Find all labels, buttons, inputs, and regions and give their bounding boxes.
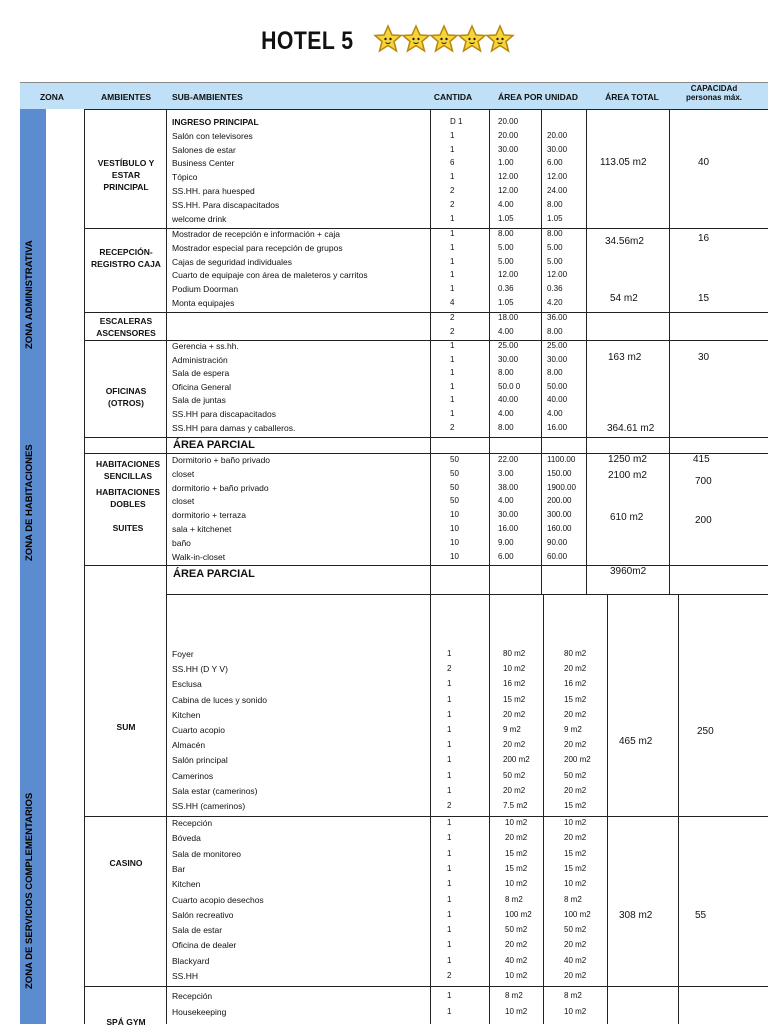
area-subtotal-value: 36.00 bbox=[547, 313, 568, 322]
star-icon bbox=[457, 24, 487, 54]
area-subtotal-value: 5.00 bbox=[547, 242, 563, 252]
area-total-value: 34.56m2 bbox=[605, 236, 644, 247]
ambiente-oficinas: OFICINAS (OTROS) bbox=[105, 386, 147, 408]
area-subtotal-value: 40 m2 bbox=[564, 955, 587, 965]
area-unidad-value: 8.00 bbox=[498, 229, 514, 238]
cantidad-value: 1 bbox=[447, 848, 452, 858]
area-unidad-value: 20.00 bbox=[498, 130, 519, 140]
col-line bbox=[430, 109, 431, 1024]
area-subtotal-value: 60.00 bbox=[547, 551, 568, 561]
area-unidad-value: 16 m2 bbox=[503, 679, 526, 689]
area-subtotal-value: 1.05 bbox=[547, 213, 563, 223]
sub-ambiente-item: Business Center bbox=[172, 158, 235, 169]
cantidad-value: 1 bbox=[447, 725, 452, 734]
cantidad-value: 1 bbox=[450, 229, 455, 238]
area-subtotal-value: 300.00 bbox=[547, 510, 572, 520]
area-unidad-value: 4.00 bbox=[498, 496, 514, 506]
area-unidad-value: 50 m2 bbox=[505, 925, 528, 935]
cantidad-value: 1 bbox=[447, 879, 452, 889]
sub-ambiente-item: dormitorio + terraza bbox=[172, 510, 246, 521]
area-subtotal-value: 20 m2 bbox=[564, 940, 587, 950]
area-unidad-value: 5.00 bbox=[498, 256, 514, 266]
cantidad-value: 50 bbox=[450, 482, 459, 492]
area-unidad-value: 30.00 bbox=[498, 144, 519, 154]
row-line bbox=[84, 816, 768, 817]
area-unidad-value: 4.00 bbox=[498, 326, 514, 336]
cantidad-value: 1 bbox=[447, 909, 452, 919]
sub-ambiente-item: Sala estar (camerinos) bbox=[172, 785, 258, 796]
col-line bbox=[84, 109, 85, 1024]
sub-ambiente-item: Blackyard bbox=[172, 955, 210, 966]
area-unidad-value: 10 m2 bbox=[505, 818, 528, 827]
col-line bbox=[678, 594, 679, 1024]
star-rating bbox=[375, 24, 515, 59]
area-unidad-value: 12.00 bbox=[498, 270, 519, 280]
area-subtotal-value: 1100.00 bbox=[547, 455, 576, 464]
header-capacidad: CAPACIDAd personas máx. bbox=[685, 84, 743, 102]
cantidad-value: 50 bbox=[450, 468, 459, 478]
area-subtotal-value: 12.00 bbox=[547, 270, 568, 280]
header-area-unidad: ÁREA POR UNIDAD bbox=[498, 92, 578, 102]
cantidad-value: 1 bbox=[447, 818, 452, 827]
cantidad-value: 1 bbox=[450, 213, 455, 223]
area-unidad-value: 4.00 bbox=[498, 199, 514, 209]
sub-ambiente-item: SS.HH. Para discapacitados bbox=[172, 199, 280, 210]
sub-ambiente-item: Cajas de seguridad individuales bbox=[172, 256, 293, 267]
sub-ambiente-item: Recepción bbox=[172, 818, 213, 828]
sub-ambiente-item: Salones de estar bbox=[172, 144, 236, 155]
area-unidad-value: 20 m2 bbox=[503, 740, 526, 750]
sub-ambiente-item: Almacén bbox=[172, 740, 206, 751]
area-subtotal-value: 160.00 bbox=[547, 524, 572, 533]
sub-ambiente-item: SS.HH (D Y V) bbox=[172, 664, 228, 675]
sub-ambiente-item: Bar bbox=[172, 863, 186, 874]
area-unidad-value: 0.36 bbox=[498, 284, 514, 294]
area-subtotal-value: 15 m2 bbox=[564, 694, 587, 704]
sub-ambiente-item: Esclusa bbox=[172, 679, 202, 690]
sub-ambiente-item: Foyer bbox=[172, 649, 194, 659]
area-unidad-value: 5.00 bbox=[498, 242, 514, 252]
sub-ambiente-item: SS.HH bbox=[172, 971, 198, 981]
cantidad-value: 10 bbox=[450, 551, 459, 561]
capacidad-value: 15 bbox=[698, 293, 710, 304]
area-parcial-total: 364.61 m2 bbox=[607, 423, 655, 434]
area-subtotal-value: 8.00 bbox=[547, 368, 563, 378]
area-subtotal-value: 16 m2 bbox=[564, 679, 587, 689]
area-subtotal-value: 50.00 bbox=[547, 381, 568, 391]
cantidad-value: 6 bbox=[450, 158, 455, 168]
area-subtotal-value: 8.00 bbox=[547, 326, 563, 336]
cantidad-value: 1 bbox=[447, 679, 452, 689]
area-total-value: 113.05 m2 bbox=[600, 157, 647, 168]
area-unidad-value: 9.00 bbox=[498, 537, 514, 547]
sub-ambiente-item: Recepción bbox=[172, 991, 213, 1001]
area-subtotal-value: 20 m2 bbox=[564, 971, 587, 980]
col-line bbox=[669, 109, 670, 594]
area-subtotal-value: 5.00 bbox=[547, 256, 563, 266]
area-unidad-value: 20 m2 bbox=[503, 709, 526, 719]
cantidad-value: 2 bbox=[447, 971, 452, 980]
cantidad-value: 50 bbox=[450, 496, 459, 506]
cantidad-value: 2 bbox=[450, 186, 455, 195]
area-unidad-value: 8.00 bbox=[498, 368, 514, 378]
area-subtotal-value: 8 m2 bbox=[564, 991, 582, 1000]
ambiente-habitaciones-sencillas: HABITACIONES SENCILLAS bbox=[95, 459, 161, 481]
area-subtotal-value: 15 m2 bbox=[564, 863, 587, 873]
area-subtotal-value: 15 m2 bbox=[564, 801, 587, 810]
header-area-total: ÁREA TOTAL bbox=[605, 92, 659, 102]
capacidad-value: 16 bbox=[698, 233, 710, 244]
area-unidad-value: 1.00 bbox=[498, 158, 514, 168]
row-line bbox=[84, 565, 768, 566]
cantidad-value: 1 bbox=[450, 256, 455, 266]
area-total-value: 610 m2 bbox=[610, 512, 644, 523]
area-parcial-label: ÁREA PARCIAL bbox=[173, 568, 255, 580]
sub-ambiente-item: Tópico bbox=[172, 172, 198, 183]
cantidad-value: 2 bbox=[447, 664, 452, 674]
area-unidad-value: 50.0 0 bbox=[498, 381, 521, 391]
sub-ambiente-item: dormitorio + baño privado bbox=[172, 482, 269, 493]
ambiente-sum: SUM bbox=[116, 722, 136, 732]
area-total-value: 54 m2 bbox=[610, 293, 638, 304]
area-subtotal-value: 8.00 bbox=[547, 199, 563, 209]
cantidad-value: 2 bbox=[450, 422, 455, 432]
sub-ambiente-item: Kitchen bbox=[172, 879, 201, 890]
sub-ambiente-item: welcome drink bbox=[172, 213, 227, 224]
sub-ambiente-item: Podium Doorman bbox=[172, 284, 239, 295]
sub-ambiente-item: SS.HH (camerinos) bbox=[172, 801, 246, 811]
sub-ambiente-item: Administración bbox=[172, 354, 228, 365]
area-unidad-value: 10 m2 bbox=[503, 664, 526, 674]
area-parcial-label: ÁREA PARCIAL bbox=[173, 439, 255, 451]
area-unidad-value: 18.00 bbox=[498, 313, 519, 322]
area-subtotal-value: 24.00 bbox=[547, 186, 568, 195]
col-line bbox=[607, 594, 608, 1024]
area-unidad-value: 15 m2 bbox=[505, 848, 528, 858]
area-unidad-value: 15 m2 bbox=[505, 863, 528, 873]
sub-ambiente-item: Oficina de dealer bbox=[172, 940, 237, 951]
area-subtotal-value: 20 m2 bbox=[564, 740, 587, 750]
area-total-value: 308 m2 bbox=[619, 910, 653, 921]
area-unidad-value: 30.00 bbox=[498, 510, 519, 520]
cantidad-value: 2 bbox=[447, 801, 452, 810]
header-top-line bbox=[20, 82, 768, 83]
sub-ambiente-item: Sala de juntas bbox=[172, 395, 226, 406]
area-unidad-value: 30.00 bbox=[498, 354, 519, 364]
sub-ambiente-item: Sala de estar bbox=[172, 925, 223, 936]
area-subtotal-value: 50 m2 bbox=[564, 770, 587, 780]
sub-ambiente-item: Cabina de luces y sonido bbox=[172, 694, 267, 705]
area-subtotal-value: 200.00 bbox=[547, 496, 572, 506]
cantidad-value: 2 bbox=[450, 313, 455, 322]
area-unidad-value: 12.00 bbox=[498, 186, 519, 195]
row-line bbox=[84, 312, 768, 313]
hotel-title: HOTEL 5 bbox=[261, 27, 354, 55]
page-title bbox=[0, 24, 768, 59]
sub-ambiente-item: Gerencia + ss.hh. bbox=[172, 341, 239, 351]
cantidad-value: 1 bbox=[450, 409, 455, 418]
sub-ambiente-item: Cuarto de equipaje con área de maleteros y carritos bbox=[172, 270, 368, 281]
area-unidad-value: 50 m2 bbox=[503, 770, 526, 780]
star-icon bbox=[429, 24, 459, 54]
area-subtotal-value: 1900.00 bbox=[547, 482, 576, 492]
cantidad-value: 1 bbox=[447, 925, 452, 935]
area-unidad-value: 200 m2 bbox=[503, 755, 530, 765]
area-subtotal-value: 0.36 bbox=[547, 284, 563, 294]
ambiente-casino: CASINO bbox=[109, 858, 143, 868]
cantidad-value: 1 bbox=[447, 894, 452, 904]
capacidad-value: 415 bbox=[693, 454, 710, 465]
sub-ambiente-item: INGRESO PRINCIPAL bbox=[172, 117, 259, 127]
cantidad-value: 1 bbox=[447, 833, 452, 843]
zone-hab-label: ZONA DE HABITACIONES bbox=[24, 444, 35, 561]
sub-ambiente-item: Mostrador de recepción e información + caja bbox=[172, 229, 340, 239]
area-unidad-value: 9 m2 bbox=[503, 725, 521, 734]
sub-ambiente-item: SS.HH para damas y caballeros. bbox=[172, 422, 296, 433]
capacidad-value: 250 bbox=[697, 726, 714, 737]
area-subtotal-value: 90.00 bbox=[547, 537, 568, 547]
area-unidad-value: 38.00 bbox=[498, 482, 519, 492]
area-total-value: 2100 m2 bbox=[608, 470, 647, 481]
ambiente-habitaciones-dobles: HABITACIONES DOBLES bbox=[95, 487, 161, 509]
area-subtotal-value: 30.00 bbox=[547, 144, 568, 154]
sub-ambiente-item: Salón con televisores bbox=[172, 130, 253, 141]
area-unidad-value: 7.5 m2 bbox=[503, 801, 528, 810]
col-line bbox=[166, 109, 167, 1024]
sub-ambiente-item: Cuarto acopio desechos bbox=[172, 894, 264, 905]
sub-ambiente-item: Cuarto acopio bbox=[172, 725, 225, 735]
sub-ambiente-item: Oficina General bbox=[172, 381, 232, 392]
area-unidad-value: 12.00 bbox=[498, 172, 519, 182]
cantidad-value: 10 bbox=[450, 510, 459, 520]
cantidad-value: 1 bbox=[447, 755, 452, 765]
area-subtotal-value: 10 m2 bbox=[564, 1006, 587, 1016]
area-subtotal-value: 20 m2 bbox=[564, 664, 587, 674]
area-subtotal-value: 25.00 bbox=[547, 341, 568, 350]
cantidad-value: 1 bbox=[447, 709, 452, 719]
cantidad-value: 1 bbox=[447, 1006, 452, 1016]
area-unidad-value: 1.05 bbox=[498, 298, 514, 307]
capacidad-value: 30 bbox=[698, 352, 710, 363]
area-subtotal-value: 9 m2 bbox=[564, 725, 582, 734]
zone-serv-label: ZONA DE SERVICIOS COMPLEMENTARIOS bbox=[24, 792, 35, 989]
area-unidad-value: 20 m2 bbox=[505, 940, 528, 950]
area-unidad-value: 40.00 bbox=[498, 395, 519, 405]
area-unidad-value: 40 m2 bbox=[505, 955, 528, 965]
cantidad-value: 1 bbox=[450, 242, 455, 252]
cantidad-value: 1 bbox=[450, 354, 455, 364]
capacidad-value: 55 bbox=[695, 910, 707, 921]
cantidad-value: 1 bbox=[450, 368, 455, 378]
area-subtotal-value: 8 m2 bbox=[564, 894, 582, 904]
area-unidad-value: 8 m2 bbox=[505, 894, 523, 904]
sub-ambiente-item: Sala de espera bbox=[172, 368, 230, 379]
cantidad-value: 10 bbox=[450, 524, 459, 533]
ambiente-spa: SPÁ GYM bbox=[106, 1017, 146, 1027]
cantidad-value: 1 bbox=[450, 341, 455, 350]
area-unidad-value: 3.00 bbox=[498, 468, 514, 478]
sub-ambiente-item: Dormitorio + baño privado bbox=[172, 455, 271, 465]
zone-bar bbox=[20, 109, 46, 1024]
cantidad-value: 1 bbox=[447, 740, 452, 750]
area-subtotal-value: 16.00 bbox=[547, 422, 568, 432]
sub-ambiente-item: Kitchen bbox=[172, 709, 201, 720]
area-unidad-value: 10 m2 bbox=[505, 971, 528, 980]
area-subtotal-value: 150.00 bbox=[547, 468, 572, 478]
area-unidad-value: 20 m2 bbox=[505, 833, 528, 843]
cantidad-value: 4 bbox=[450, 298, 455, 307]
cantidad-value: 1 bbox=[447, 785, 452, 795]
header-sub-ambientes: SUB-AMBIENTES bbox=[172, 92, 243, 102]
col-line bbox=[541, 109, 542, 594]
area-subtotal-value: 100 m2 bbox=[564, 909, 591, 919]
area-subtotal-value: 6.00 bbox=[547, 158, 563, 168]
area-subtotal-value: 12.00 bbox=[547, 172, 568, 182]
cantidad-value: 1 bbox=[447, 991, 452, 1000]
star-icon bbox=[401, 24, 431, 54]
ambiente-suites: SUITES bbox=[112, 523, 144, 533]
sub-ambiente-item: baño bbox=[172, 537, 191, 548]
header-zona: ZONA bbox=[39, 92, 65, 102]
ambiente-recepcion: RECEPCIÓN- REGISTRO CAJA bbox=[91, 247, 161, 269]
area-subtotal-value: 20 m2 bbox=[564, 833, 587, 843]
cantidad-value: 1 bbox=[450, 144, 455, 154]
area-total-value: 163 m2 bbox=[608, 352, 642, 363]
cantidad-value: 1 bbox=[447, 649, 452, 658]
sub-ambiente-item: closet bbox=[172, 468, 195, 479]
area-unidad-value: 22.00 bbox=[498, 455, 519, 464]
capacidad-value: 200 bbox=[695, 515, 712, 526]
area-unidad-value: 4.00 bbox=[498, 409, 514, 418]
area-unidad-value: 16.00 bbox=[498, 524, 519, 533]
area-unidad-value: 25.00 bbox=[498, 341, 519, 350]
cantidad-value: 1 bbox=[447, 940, 452, 950]
area-unidad-value: 10 m2 bbox=[505, 879, 528, 889]
area-total-value: 465 m2 bbox=[619, 736, 653, 747]
col-line bbox=[543, 594, 544, 1024]
cantidad-value: 1 bbox=[450, 395, 455, 405]
area-unidad-value: 10 m2 bbox=[505, 1006, 528, 1016]
cantidad-value: 1 bbox=[450, 381, 455, 391]
area-unidad-value: 80 m2 bbox=[503, 649, 526, 658]
area-unidad-value: 8.00 bbox=[498, 422, 514, 432]
area-subtotal-value: 50 m2 bbox=[564, 925, 587, 935]
cantidad-value: 10 bbox=[450, 537, 459, 547]
area-subtotal-value: 30.00 bbox=[547, 354, 568, 364]
row-line bbox=[84, 453, 768, 454]
cantidad-value: 2 bbox=[450, 326, 455, 336]
sub-ambiente-item: Salón recreativo bbox=[172, 909, 234, 920]
sub-ambiente-item: Housekeeping bbox=[172, 1006, 227, 1017]
header-cantida: CANTIDA bbox=[433, 92, 473, 102]
capacidad-value: 700 bbox=[695, 476, 712, 487]
zone-admin-label: ZONA ADMINISTRATIVA bbox=[24, 240, 35, 349]
table-header bbox=[20, 82, 768, 109]
star-icon bbox=[373, 24, 403, 54]
col-line bbox=[489, 109, 490, 1024]
area-subtotal-value: 40.00 bbox=[547, 395, 568, 405]
sub-ambiente-item: closet bbox=[172, 496, 195, 507]
area-unidad-value: 1.05 bbox=[498, 213, 514, 223]
sub-ambiente-item: SS.HH para discapacitados bbox=[172, 409, 276, 419]
capacidad-value: 40 bbox=[698, 157, 710, 168]
cantidad-value: 1 bbox=[450, 172, 455, 182]
area-subtotal-value: 200 m2 bbox=[564, 755, 591, 765]
cantidad-value: 1 bbox=[447, 694, 452, 704]
sub-ambiente-item: Sala de monitoreo bbox=[172, 848, 241, 859]
row-line bbox=[166, 594, 768, 595]
row-line bbox=[84, 437, 768, 438]
cantidad-value: D 1 bbox=[450, 117, 463, 126]
area-subtotal-value: 20 m2 bbox=[564, 785, 587, 795]
cantidad-value: 1 bbox=[450, 284, 455, 294]
sub-ambiente-item: Walk-in-closet bbox=[172, 551, 226, 562]
col-line bbox=[586, 109, 587, 594]
star-icon bbox=[485, 24, 515, 54]
ambiente-vestibulo: VESTÍBULO Y ESTAR PRINCIPAL bbox=[97, 158, 155, 192]
cantidad-value: 2 bbox=[450, 199, 455, 209]
area-subtotal-value: 4.00 bbox=[547, 409, 563, 418]
area-subtotal-value: 10 m2 bbox=[564, 879, 587, 889]
area-subtotal-value: 20 m2 bbox=[564, 709, 587, 719]
area-unidad-value: 6.00 bbox=[498, 551, 514, 561]
area-unidad-value: 15 m2 bbox=[503, 694, 526, 704]
sub-ambiente-item: SS.HH. para huesped bbox=[172, 186, 255, 196]
area-subtotal-value: 8.00 bbox=[547, 229, 563, 238]
cantidad-value: 1 bbox=[447, 863, 452, 873]
sub-ambiente-item: sala + kitchenet bbox=[172, 524, 232, 534]
row-line bbox=[84, 109, 768, 110]
area-unidad-value: 20.00 bbox=[498, 117, 519, 126]
area-subtotal-value: 4.20 bbox=[547, 298, 563, 307]
area-parcial-total: 3960m2 bbox=[610, 566, 647, 577]
area-subtotal-value: 80 m2 bbox=[564, 649, 587, 658]
sub-ambiente-item: Camerinos bbox=[172, 770, 214, 781]
area-unidad-value: 100 m2 bbox=[505, 909, 532, 919]
area-subtotal-value: 10 m2 bbox=[564, 818, 587, 827]
sub-ambiente-item: Monta equipajes bbox=[172, 298, 235, 308]
area-unidad-value: 8 m2 bbox=[505, 991, 523, 1000]
cantidad-value: 50 bbox=[450, 455, 459, 464]
header-ambientes: AMBIENTES bbox=[100, 92, 152, 102]
area-subtotal-value: 20.00 bbox=[547, 130, 568, 140]
area-subtotal-value: 15 m2 bbox=[564, 848, 587, 858]
sub-ambiente-item: Mostrador especial para recepción de grupos bbox=[172, 242, 343, 253]
cantidad-value: 1 bbox=[450, 270, 455, 280]
cantidad-value: 1 bbox=[447, 955, 452, 965]
cantidad-value: 1 bbox=[447, 770, 452, 780]
ambiente-escaleras: ESCALERAS ASCENSORES bbox=[96, 316, 156, 338]
area-unidad-value: 20 m2 bbox=[503, 785, 526, 795]
sub-ambiente-item: Salón principal bbox=[172, 755, 228, 766]
sub-ambiente-item: Bóveda bbox=[172, 833, 201, 844]
row-line bbox=[84, 986, 768, 987]
area-total-value: 1250 m2 bbox=[608, 454, 647, 465]
cantidad-value: 1 bbox=[450, 130, 455, 140]
